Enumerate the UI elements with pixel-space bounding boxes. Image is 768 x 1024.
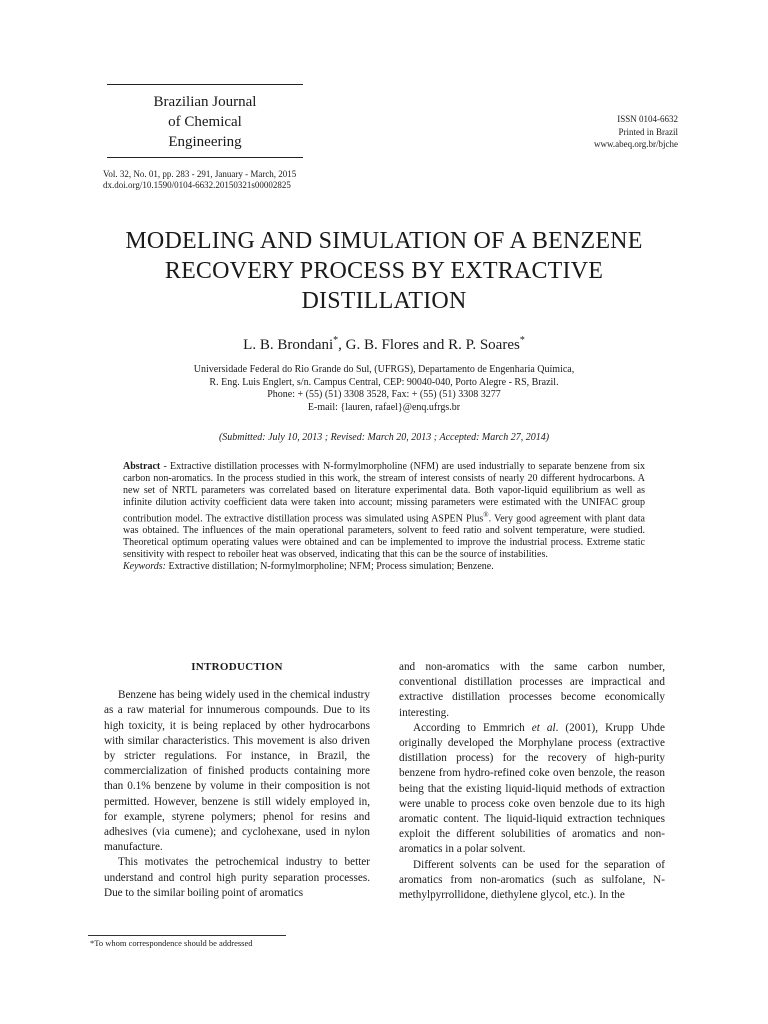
corresponding-mark: * [333,335,339,346]
abstract [123,461,645,573]
abstract-text: - Extractive distillation processes with N-formylmorpholine (NFM) are used industrially to separate benzene from six carbon non-aromatics. In the process studied in this work, the stream of interest consists of nearly 20 different hydrocarbons. A new set of NRTL parameters was correlated based on literature experimental data. Both vapor-liquid equilibrium as well as infinite dilution activity coefficient data were taken into account; missing parameters were estimated with the UNIFAC group contribution model. The extractive distillation process was simulated using ASPEN Plus [123,461,645,525]
author-1: L. B. Brondani [243,337,334,353]
keywords [123,561,645,573]
citation: Vol. 32, No. 01, pp. 283 - 291, January - March, 2015 [103,169,297,179]
volume-info [103,169,296,191]
issn-number: ISSN 0104-6632 [617,114,678,124]
journal-name-line: Engineering [168,134,242,150]
journal-top-rule [107,84,303,85]
journal-name-line: Brazilian Journal [153,94,257,110]
title-line: DISTILLATION [301,288,467,314]
affiliation-line: E-mail: {lauren, rafael}@enq.ufrgs.br [307,401,461,413]
paragraph-text: . (2001), Krupp Uhde originally developed the Morphylane process (extractive distillation process) for the recovery of high-purity benzene from hydro-refined coke oven benzole, the reason being that the existing liquid-liquid methods of extraction were unable to process coke oven benzole due to its high aromatic content. The liquid-liquid extraction techniques exploit the different solubilities of aromatics and non-aromatics in a polar solvent. [399,721,665,856]
section-heading: INTRODUCTION [191,661,283,673]
registered-mark: ® [483,511,489,519]
et-al: et al [531,721,556,734]
affiliation [60,364,708,414]
journal-bottom-rule [107,157,303,158]
paragraph-text: According to Emmrich [413,721,532,734]
author-2-3: , G. B. Flores and R. P. Soares [338,337,520,353]
paragraph: Different solvents can be used for the separation of aromatics from non-aromatics (such as sulfolane, N-methylpyrrollidone, diethylene glycol, etc.). In the [399,858,665,902]
submission-dates: (Submitted: July 10, 2013 ; Revised: March 20, 2013 ; Accepted: March 27, 2014) [218,432,550,443]
paper-title [60,226,708,316]
printed-in: Printed in Brazil [618,126,678,137]
keywords-label: Keywords: [123,561,166,573]
paragraph: and non-aromatics with the same carbon number, conventional distillation processes are impractical and extractive distillation processes become economically interesting. [399,661,665,719]
keywords-text: Extractive distillation; N-formylmorpholine; NFM; Process simulation; Benzene. [165,561,494,573]
journal-name [105,92,305,152]
journal-url: www.abeq.org.br/bjche [594,139,678,149]
authors [60,331,708,355]
corresponding-mark: * [519,335,525,346]
title-line: RECOVERY PROCESS BY EXTRACTIVE [164,258,604,284]
paragraph [399,721,665,858]
abstract-label: Abstract [123,461,161,472]
affiliation-line: R. Eng. Luis Englert, s/n. Campus Central, CEP: 90040-040, Porto Alegre - RS, Brazil. [209,376,559,388]
footnote-rule [88,935,286,936]
affiliation-line: Phone: + (55) (51) 3308 3528, Fax: + (55) (51) 3308 3277 [267,389,501,400]
footnote: *To whom correspondence should be addressed [90,938,253,948]
doi: dx.doi.org/10.1590/0104-6632.20150321s00002825 [103,180,291,190]
journal-name-line: of Chemical [168,114,242,130]
paragraph: This motivates the petrochemical industry to better understand and control high purity separation processes. Due to the similar boiling point of aromatics [104,856,370,899]
abstract-text: . Very good agreement with plant data was obtained. The influences of the main operational parameters, solvent to feed ratio and solvent temperature, were studied. Theoretical optimum operating values were obtained and can be implemented to improve the industrial process. Extreme static sensitivity with respect to reboiler heat was observed, indicating that this can be the source of instabilities. [123,513,645,561]
title-line: MODELING AND SIMULATION OF A BENZENE [125,228,643,254]
left-column [104,660,370,901]
right-column [399,660,665,903]
paragraph: Benzene has being widely used in the chemical industry as a raw material for innumerous compounds. Due to its high toxicity, it is being replaced by other hydrocarbons with similar characteristics. This movement is also driven by stricter regulations. For instance, in Brazil, the commercialization of finished products containing more than 0.1% benzene by volume in their composition is not permitted. However, benzene is still widely employed in, for example, styrene polymers; phenol for resins and adhesives (via cumene); and cyclohexane, used in nylon manufacture. [104,689,370,854]
affiliation-line: Universidade Federal do Rio Grande do Sul, (UFRGS), Departamento de Engenharia Química, [193,364,575,375]
issn-block [594,113,678,151]
